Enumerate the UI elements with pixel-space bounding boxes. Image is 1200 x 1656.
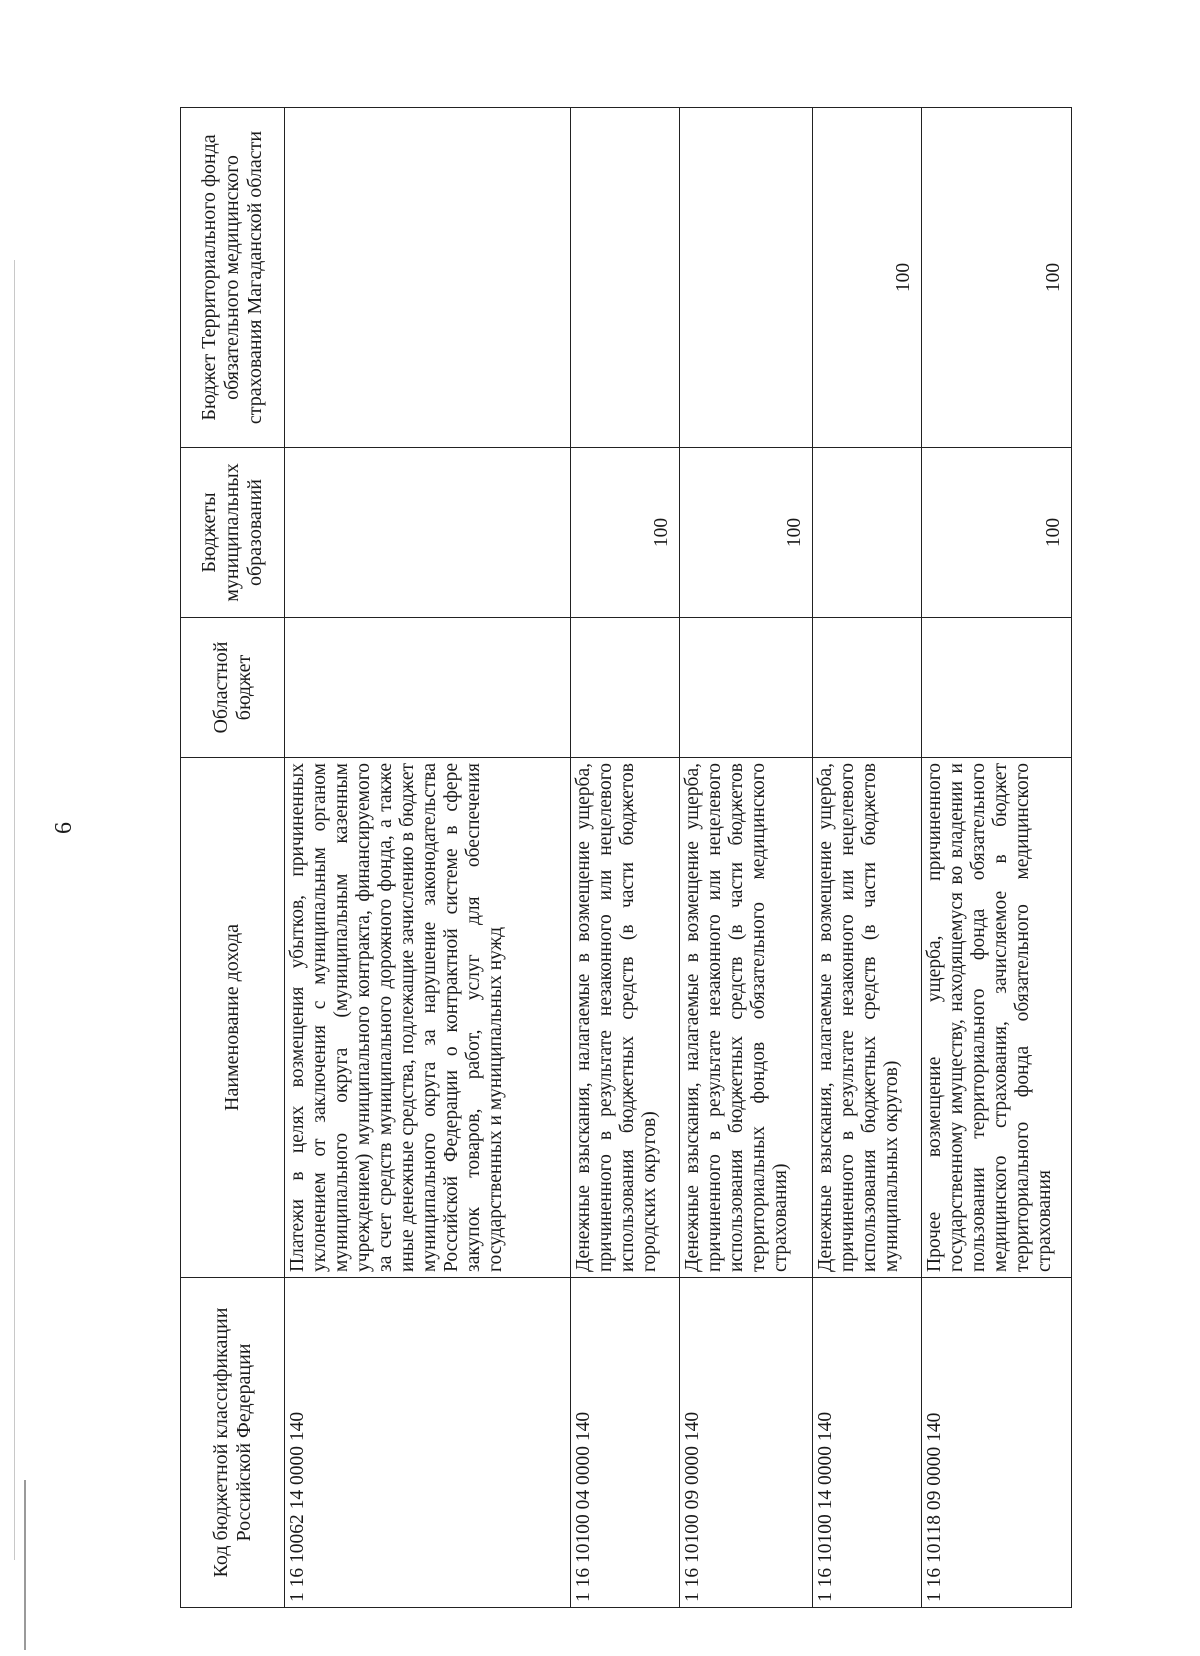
row-fund bbox=[571, 108, 680, 448]
header-code: Код бюджетной классификации Российской Федерации bbox=[181, 1278, 285, 1608]
table-row bbox=[813, 108, 922, 1608]
row-name: Прочее возмещение ущерба, причиненного государственному имуществу, находящемуся во владении и пользовании территориального фонда обязательного медицинского страхования, зачисляемое в бюджет территориального фонда обязательного медицинского страхования bbox=[921, 758, 1071, 1278]
table-row bbox=[285, 108, 571, 1608]
row-name: Денежные взыскания, налагаемые в возмещение ущерба, причиненного в результате незаконного или нецелевого использования бюджетных средств (в части бюджетов территориальных фондов обязательного медицинского страхования) bbox=[679, 758, 813, 1278]
scan-edge-line bbox=[24, 1480, 26, 1650]
row-regional bbox=[813, 618, 922, 758]
row-fund: 100 bbox=[921, 108, 1071, 448]
row-municipal bbox=[813, 448, 922, 618]
scan-edge-line bbox=[14, 260, 15, 1560]
header-name: Наименование дохода bbox=[181, 758, 285, 1278]
row-code: 1 16 10100 14 0000 140 bbox=[813, 1278, 922, 1608]
row-code: 1 16 10118 09 0000 140 bbox=[921, 1278, 1071, 1608]
table-row bbox=[679, 108, 813, 1608]
row-name: Платежи в целях возмещения убытков, причиненных уклонением от заключения с муниципальным органом муниципального округа (муниципальным казенным учреждением) муниципального контракта, финансируемого за счет средств муниципального дорожного фонда, а также иные денежные средства, подлежащие зачислению в бюджет муниципального округа за нарушение законодательства Российской Федерации о контрактной системе в сфере закупок товаров, работ, услуг для обеспечения государственных и муниципальных нужд bbox=[285, 758, 571, 1278]
page-number: 6 bbox=[51, 822, 77, 834]
row-municipal: 100 bbox=[679, 448, 813, 618]
row-municipal: 100 bbox=[571, 448, 680, 618]
row-code: 1 16 10062 14 0000 140 bbox=[285, 1278, 571, 1608]
row-regional bbox=[921, 618, 1071, 758]
row-code: 1 16 10100 09 0000 140 bbox=[679, 1278, 813, 1608]
table-row bbox=[921, 108, 1071, 1608]
row-code: 1 16 10100 04 0000 140 bbox=[571, 1278, 680, 1608]
header-regional: Областной бюджет bbox=[181, 618, 285, 758]
row-regional bbox=[285, 618, 571, 758]
table-row bbox=[571, 108, 680, 1608]
income-distribution-table bbox=[180, 107, 1072, 1608]
row-municipal bbox=[285, 448, 571, 618]
row-regional bbox=[679, 618, 813, 758]
row-regional bbox=[571, 618, 680, 758]
table-header-row bbox=[181, 108, 285, 1608]
row-municipal: 100 bbox=[921, 448, 1071, 618]
row-fund: 100 bbox=[813, 108, 922, 448]
row-fund bbox=[679, 108, 813, 448]
rotated-table-container bbox=[180, 108, 1072, 1608]
row-name: Денежные взыскания, налагаемые в возмещение ущерба, причиненного в результате незаконного или нецелевого использования бюджетных средств (в части бюджетов муниципальных округов) bbox=[813, 758, 922, 1278]
header-fund: Бюджет Территориального фонда обязательного медицинского страхования Магаданской области bbox=[181, 108, 285, 448]
header-municipal: Бюджеты муниципальных образований bbox=[181, 448, 285, 618]
row-name: Денежные взыскания, налагаемые в возмещение ущерба, причиненного в результате незаконного или нецелевого использования бюджетных средств (в части бюджетов городских округов) bbox=[571, 758, 680, 1278]
row-fund bbox=[285, 108, 571, 448]
